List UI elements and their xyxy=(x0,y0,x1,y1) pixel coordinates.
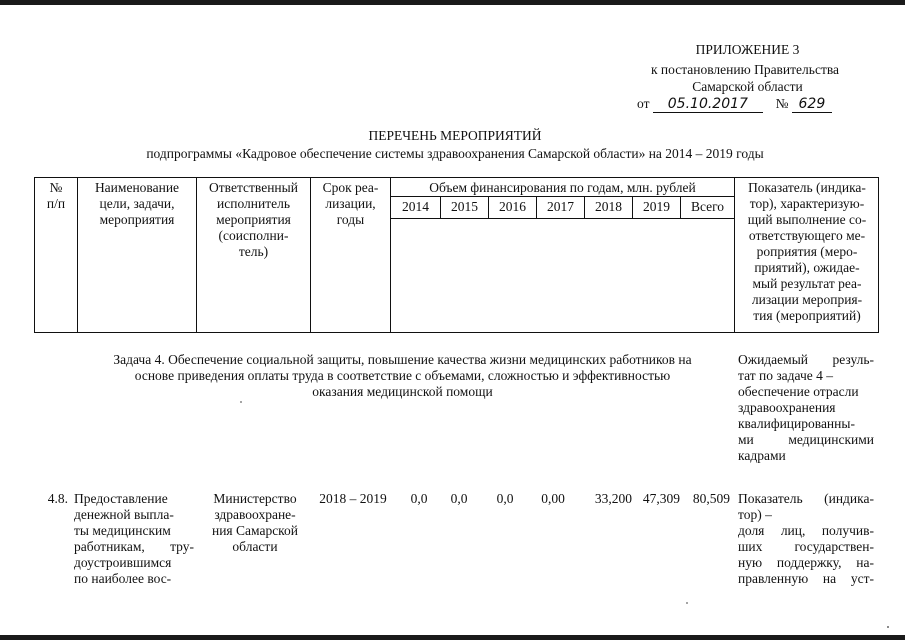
appendix-date-line xyxy=(637,96,869,113)
result-line: кадрами xyxy=(738,448,786,463)
item-value-2015: 0,0 xyxy=(450,491,468,506)
financing-subheader-line xyxy=(390,196,734,197)
header-line: Наименование xyxy=(94,180,180,195)
financing-group-header: Объем финансирования по годам, млн. рублей xyxy=(429,180,696,195)
header-line: ответствующего ме- xyxy=(748,228,866,243)
year-2014: 2014 xyxy=(402,199,429,214)
header-line: лизации, xyxy=(325,196,376,211)
header-line: исполнитель xyxy=(217,196,290,211)
header-line: тель) xyxy=(238,244,269,259)
result-line: Ожидаемый резуль- xyxy=(738,352,874,367)
item-responsible-line: области xyxy=(232,539,278,554)
col-no-header xyxy=(35,180,77,212)
appendix-region-line: Самарской области xyxy=(692,79,803,94)
item-term: 2018 – 2019 xyxy=(319,491,387,506)
result-line: здравоохранения xyxy=(738,400,836,415)
year-2017: 2017 xyxy=(547,199,574,214)
task-description xyxy=(60,352,745,400)
item-responsible-line: здравоохране- xyxy=(214,507,296,522)
item-responsible xyxy=(200,491,310,555)
header-line: мый результат реа- xyxy=(752,276,862,291)
header-line: мероприятия xyxy=(216,212,291,227)
result-line: обеспечение отрасли xyxy=(738,384,859,399)
header-line: тия (мероприятий) xyxy=(753,308,861,323)
handwritten-date: 05.10.2017 xyxy=(653,97,763,113)
item-responsible-line: Министерство xyxy=(213,491,297,506)
scan-speck xyxy=(240,401,242,403)
item-name-line: ты медицинским xyxy=(74,523,171,538)
header-line: № xyxy=(49,180,63,195)
item-name-line: Предоставление xyxy=(74,491,168,506)
date-prefix: от xyxy=(637,96,650,111)
col-name-header xyxy=(78,180,196,228)
result-line: ми медицинскими xyxy=(738,432,874,447)
scan-speck xyxy=(887,626,889,628)
header-line: тор), характеризую- xyxy=(749,196,865,211)
year-2019: 2019 xyxy=(643,199,670,214)
handwritten-number: 629 xyxy=(792,97,832,113)
item-value-2019: 47,309 xyxy=(642,491,680,506)
col-indicator-header xyxy=(736,180,878,324)
item-name-line: работникам, тру- xyxy=(74,539,194,554)
item-value-total: 80,509 xyxy=(692,491,730,506)
item-indicator-line: ших государствен- xyxy=(738,539,874,554)
header-line: годы xyxy=(336,212,365,227)
item-value-2018: 33,200 xyxy=(594,491,632,506)
item-indicator xyxy=(738,491,874,587)
item-responsible-line: ния Самарской xyxy=(211,523,299,538)
item-value-2017: 0,00 xyxy=(541,491,565,506)
task-line: оказания медицинской помощи xyxy=(312,384,493,399)
header-line: цели, задачи, xyxy=(99,196,175,211)
result-line: квалифицированны- xyxy=(738,416,855,431)
header-line: п/п xyxy=(46,196,66,211)
item-indicator-line: доля лиц, получив- xyxy=(738,523,874,538)
item-name-line: денежной выпла- xyxy=(74,507,174,522)
item-indicator-line: ную поддержку, на- xyxy=(738,555,874,570)
item-value-2016: 0,0 xyxy=(496,491,514,506)
number-prefix: № xyxy=(775,96,789,111)
header-line: Ответственный xyxy=(209,180,298,195)
scan-bottom-edge xyxy=(0,635,905,640)
header-line: мероприятия xyxy=(99,212,175,227)
scan-top-edge xyxy=(0,0,905,5)
item-indicator-line: правленную на уст- xyxy=(738,571,874,586)
scan-speck xyxy=(686,602,688,604)
header-line: Срок реа- xyxy=(322,180,379,195)
task-line: основе приведения оплаты труда в соответствие с объемами, сложностью и эффективностью xyxy=(134,368,671,383)
col-responsible-header xyxy=(197,180,310,260)
item-name-line: доустроившимся xyxy=(74,555,172,570)
document-title: ПЕРЕЧЕНЬ МЕРОПРИЯТИЙ xyxy=(368,128,542,143)
header-line: роприятия (меро- xyxy=(756,244,858,259)
year-2016: 2016 xyxy=(499,199,526,214)
task-expected-result xyxy=(738,352,874,464)
item-indicator-line: тор) – xyxy=(738,507,772,522)
task-line: Задача 4. Обеспечение социальной защиты, повышение качества жизни медицинских работников на xyxy=(113,352,692,367)
item-value-2014: 0,0 xyxy=(410,491,428,506)
col-divider xyxy=(734,177,735,333)
item-name-line: по наиболее вос- xyxy=(74,571,172,586)
header-line: приятий), ожидае- xyxy=(754,260,860,275)
item-name xyxy=(74,491,194,587)
header-line: щий выполнение со- xyxy=(747,212,867,227)
item-indicator-line: Показатель (индика- xyxy=(738,491,874,506)
appendix-resolution-line: к постановлению Правительства xyxy=(650,62,840,77)
header-line: (соисполни- xyxy=(218,228,289,243)
document-subtitle: подпрограммы «Кадровое обеспечение системы здравоохранения Самарской области» на 2014 – 2019 годы xyxy=(146,146,764,161)
appendix-title: ПРИЛОЖЕНИЕ 3 xyxy=(695,42,800,57)
item-number: 4.8. xyxy=(47,491,68,506)
header-line: Показатель (индика- xyxy=(748,180,866,195)
year-2015: 2015 xyxy=(451,199,478,214)
year-total: Всего xyxy=(690,199,725,214)
header-line: лизации мероприя- xyxy=(751,292,863,307)
col-term-header xyxy=(311,180,390,228)
result-line: тат по задаче 4 – xyxy=(738,368,834,383)
year-row-bottom-line xyxy=(390,218,734,219)
year-2018: 2018 xyxy=(595,199,622,214)
